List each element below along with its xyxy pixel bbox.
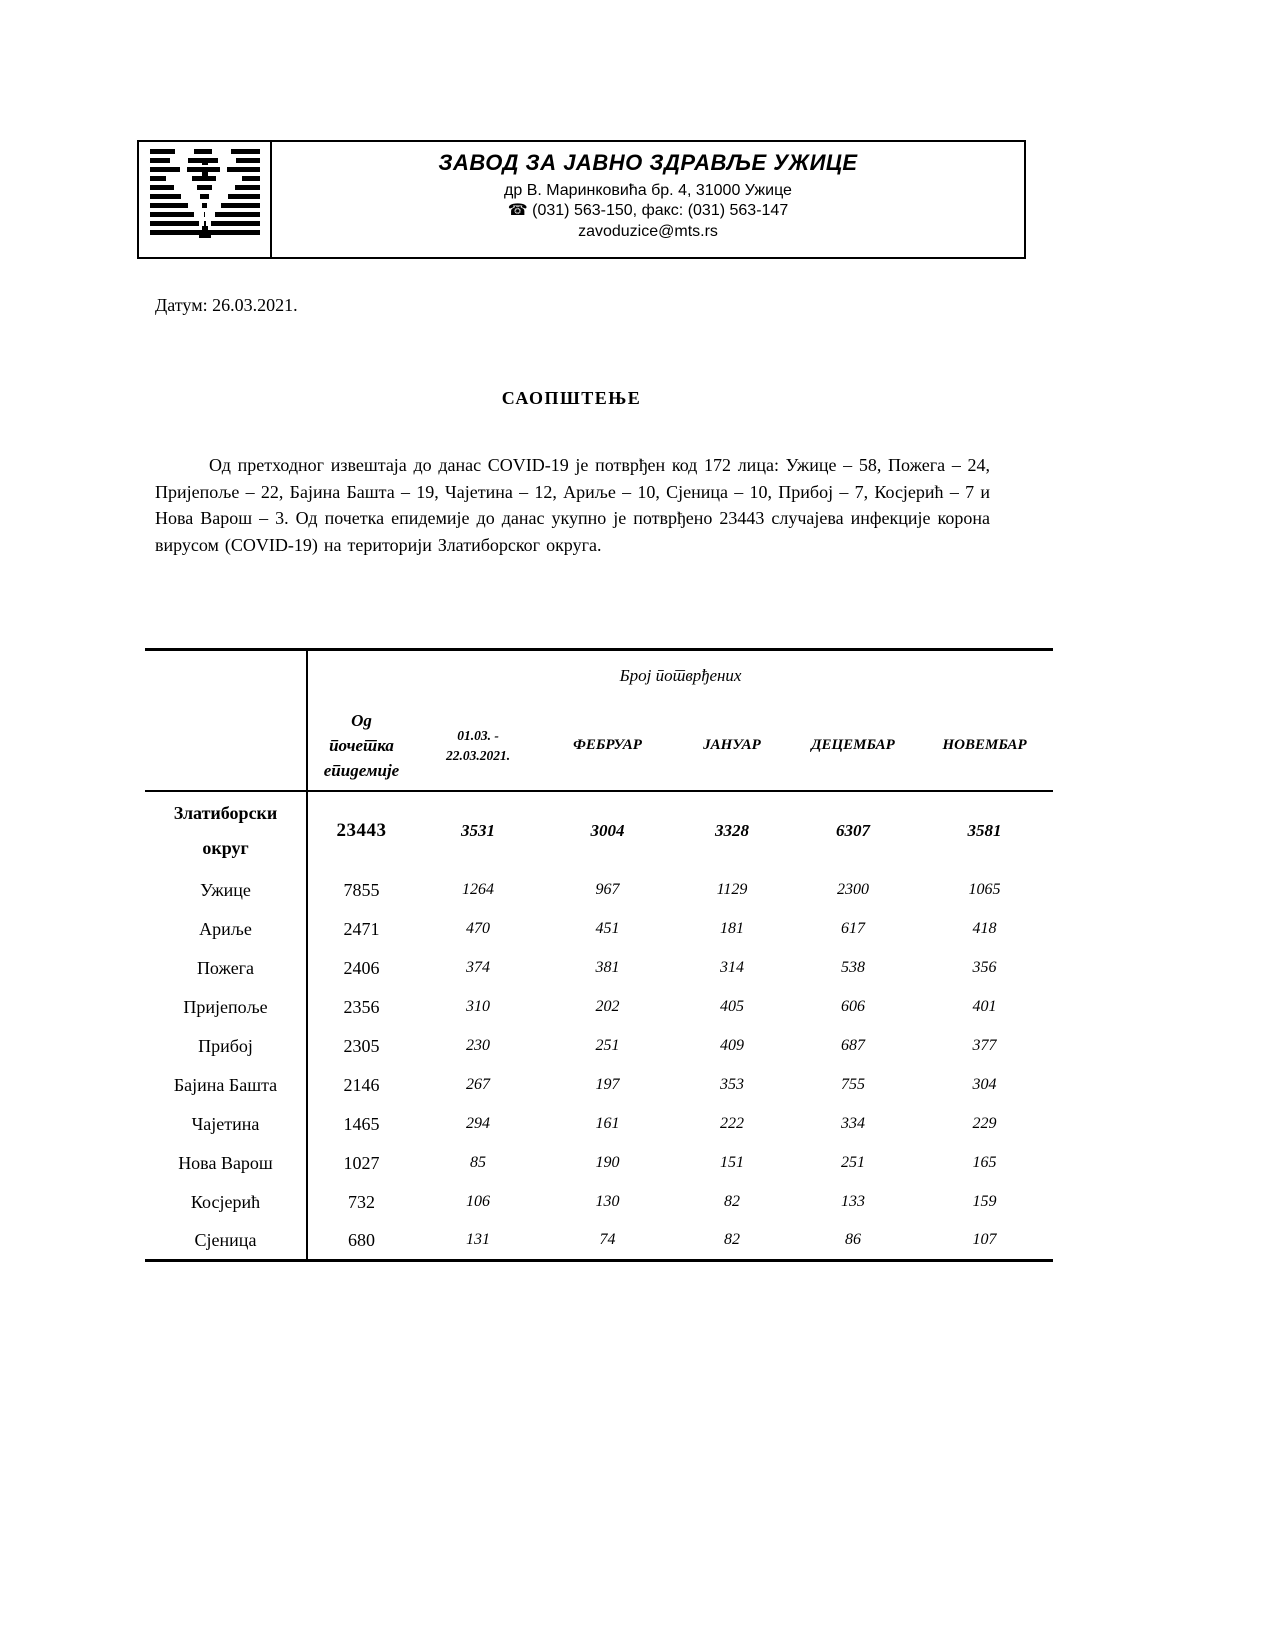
area-name-cell: Пријепоље bbox=[145, 988, 307, 1027]
value-cell: 6307 bbox=[836, 821, 870, 840]
value-cell: 334 bbox=[841, 1115, 865, 1132]
table-row bbox=[145, 1066, 1053, 1105]
value-cell: 3581 bbox=[967, 821, 1002, 840]
value-cell: 23443 bbox=[336, 820, 387, 841]
value-cell: 680 bbox=[348, 1229, 375, 1250]
value-cell: 755 bbox=[841, 1076, 865, 1093]
value-cell: 294 bbox=[466, 1115, 490, 1132]
value-cell: 687 bbox=[841, 1037, 865, 1054]
column-header-january: ЈАНУАР bbox=[674, 702, 790, 791]
value-cell: 2300 bbox=[837, 881, 869, 898]
table-corner-cell bbox=[145, 650, 307, 791]
value-cell: 3531 bbox=[461, 821, 495, 840]
value-cell: 732 bbox=[348, 1191, 375, 1212]
organization-phone: ☎ (031) 563-150, факс: (031) 563-147 bbox=[507, 202, 789, 220]
table-row bbox=[145, 791, 1053, 871]
value-cell: 617 bbox=[841, 920, 865, 937]
value-cell: 3328 bbox=[715, 821, 749, 840]
column-header-november: НОВЕМБАР bbox=[916, 702, 1053, 791]
value-cell: 106 bbox=[466, 1193, 490, 1210]
covid-cases-table bbox=[145, 648, 1053, 1262]
value-cell: 314 bbox=[720, 959, 744, 976]
organization-address: др В. Маринковића бр. 4, 31000 Ужице bbox=[504, 181, 792, 199]
organization-name: ЗАВОД ЗА ЈАВНО ЗДРАВЉЕ УЖИЦЕ bbox=[438, 150, 858, 175]
organization-logo bbox=[150, 149, 260, 243]
value-cell: 82 bbox=[724, 1231, 740, 1249]
value-cell: 3004 bbox=[590, 821, 625, 840]
value-cell: 381 bbox=[595, 959, 620, 976]
value-cell: 409 bbox=[720, 1037, 744, 1054]
value-cell: 161 bbox=[595, 1115, 620, 1132]
value-cell: 374 bbox=[466, 959, 490, 976]
column-header-february: ФЕБРУАР bbox=[541, 702, 674, 791]
area-name-cell: Сјеница bbox=[145, 1222, 307, 1261]
value-cell: 251 bbox=[841, 1154, 865, 1171]
value-cell: 190 bbox=[595, 1154, 620, 1171]
value-cell: 222 bbox=[720, 1115, 744, 1132]
value-cell: 229 bbox=[972, 1115, 997, 1132]
value-cell: 181 bbox=[720, 920, 744, 937]
value-cell: 2406 bbox=[343, 957, 380, 978]
letterhead-text bbox=[272, 142, 1024, 257]
value-cell: 470 bbox=[466, 920, 490, 937]
value-cell: 451 bbox=[595, 920, 620, 937]
value-cell: 377 bbox=[972, 1037, 997, 1054]
value-cell: 2305 bbox=[343, 1035, 380, 1056]
table-row bbox=[145, 910, 1053, 949]
value-cell: 151 bbox=[720, 1154, 744, 1171]
value-cell: 538 bbox=[841, 959, 865, 976]
area-name-cell: Прибој bbox=[145, 1027, 307, 1066]
area-name-cell: Златиборски округ bbox=[145, 791, 307, 871]
value-cell: 1465 bbox=[343, 1113, 380, 1134]
value-cell: 133 bbox=[841, 1193, 865, 1210]
value-cell: 2356 bbox=[343, 996, 380, 1017]
table-row bbox=[145, 1183, 1053, 1222]
value-cell: 304 bbox=[972, 1076, 997, 1093]
area-name-cell: Ариље bbox=[145, 910, 307, 949]
value-cell: 165 bbox=[972, 1154, 997, 1171]
area-name-cell: Чајетина bbox=[145, 1105, 307, 1144]
column-header-date-range: 01.03. - 22.03.2021. bbox=[415, 702, 541, 791]
value-cell: 606 bbox=[841, 998, 865, 1015]
table-row bbox=[145, 1144, 1053, 1183]
table-row bbox=[145, 988, 1053, 1027]
body-paragraph: Од претходног извештаја до данас COVID-19 је потврђен код 172 лица: Ужице – 58, Пожега – 24, Пријепоље – 22, Бајина Башта – 19, Чајетина – 12, Ариље – 10, Сјеница – 10, Прибој – 7, Косјерић – 7 и Нова Варош – 3. Од почетка епидемије до данас укупно је потврђено 23443 случајева инфекције корона вирусом (COVID-19) на територији Златиборског округа. bbox=[155, 455, 990, 555]
value-cell: 310 bbox=[466, 998, 490, 1015]
document-title: САОПШТЕЊЕ bbox=[501, 388, 642, 408]
value-cell: 356 bbox=[972, 959, 997, 976]
value-cell: 401 bbox=[972, 998, 997, 1015]
column-header-december: ДЕЦЕМБАР bbox=[790, 702, 916, 791]
value-cell: 2471 bbox=[343, 918, 380, 939]
area-name-cell: Ужице bbox=[145, 871, 307, 910]
value-cell: 1027 bbox=[343, 1152, 380, 1173]
value-cell: 1264 bbox=[462, 881, 494, 898]
value-cell: 251 bbox=[595, 1037, 620, 1054]
letterhead-box bbox=[137, 140, 1026, 259]
value-cell: 353 bbox=[720, 1076, 744, 1093]
value-cell: 2146 bbox=[343, 1074, 380, 1095]
table-row bbox=[145, 1105, 1053, 1144]
area-name-cell: Бајина Башта bbox=[145, 1066, 307, 1105]
value-cell: 159 bbox=[972, 1193, 997, 1210]
table-row bbox=[145, 1222, 1053, 1261]
value-cell: 405 bbox=[720, 998, 744, 1015]
table-row bbox=[145, 949, 1053, 988]
value-cell: 1129 bbox=[716, 881, 748, 898]
value-cell: 130 bbox=[595, 1193, 620, 1210]
logo-cell bbox=[139, 142, 272, 257]
value-cell: 1065 bbox=[968, 881, 1001, 898]
value-cell: 107 bbox=[972, 1231, 997, 1249]
value-cell: 967 bbox=[595, 881, 620, 898]
value-cell: 131 bbox=[466, 1231, 490, 1249]
value-cell: 267 bbox=[466, 1076, 490, 1093]
value-cell: 85 bbox=[470, 1154, 486, 1171]
value-cell: 82 bbox=[724, 1193, 740, 1210]
value-cell: 230 bbox=[466, 1037, 490, 1054]
value-cell: 86 bbox=[845, 1231, 861, 1249]
value-cell: 74 bbox=[599, 1231, 616, 1249]
area-name-cell: Косјерић bbox=[145, 1183, 307, 1222]
date-line: Датум: 26.03.2021. bbox=[155, 295, 298, 315]
group-header: Број потврђених bbox=[619, 666, 742, 686]
organization-email: zavoduzice@mts.rs bbox=[578, 222, 718, 240]
value-cell: 202 bbox=[595, 998, 620, 1015]
area-name-cell: Нова Варош bbox=[145, 1144, 307, 1183]
value-cell: 197 bbox=[595, 1076, 620, 1093]
value-cell: 7855 bbox=[343, 879, 380, 900]
column-header-since-start: Од почетка епидемије bbox=[307, 702, 415, 791]
table-row bbox=[145, 871, 1053, 910]
value-cell: 418 bbox=[972, 920, 997, 937]
area-name-cell: Пожега bbox=[145, 949, 307, 988]
table-row bbox=[145, 1027, 1053, 1066]
table-group-header-row bbox=[145, 650, 1053, 702]
